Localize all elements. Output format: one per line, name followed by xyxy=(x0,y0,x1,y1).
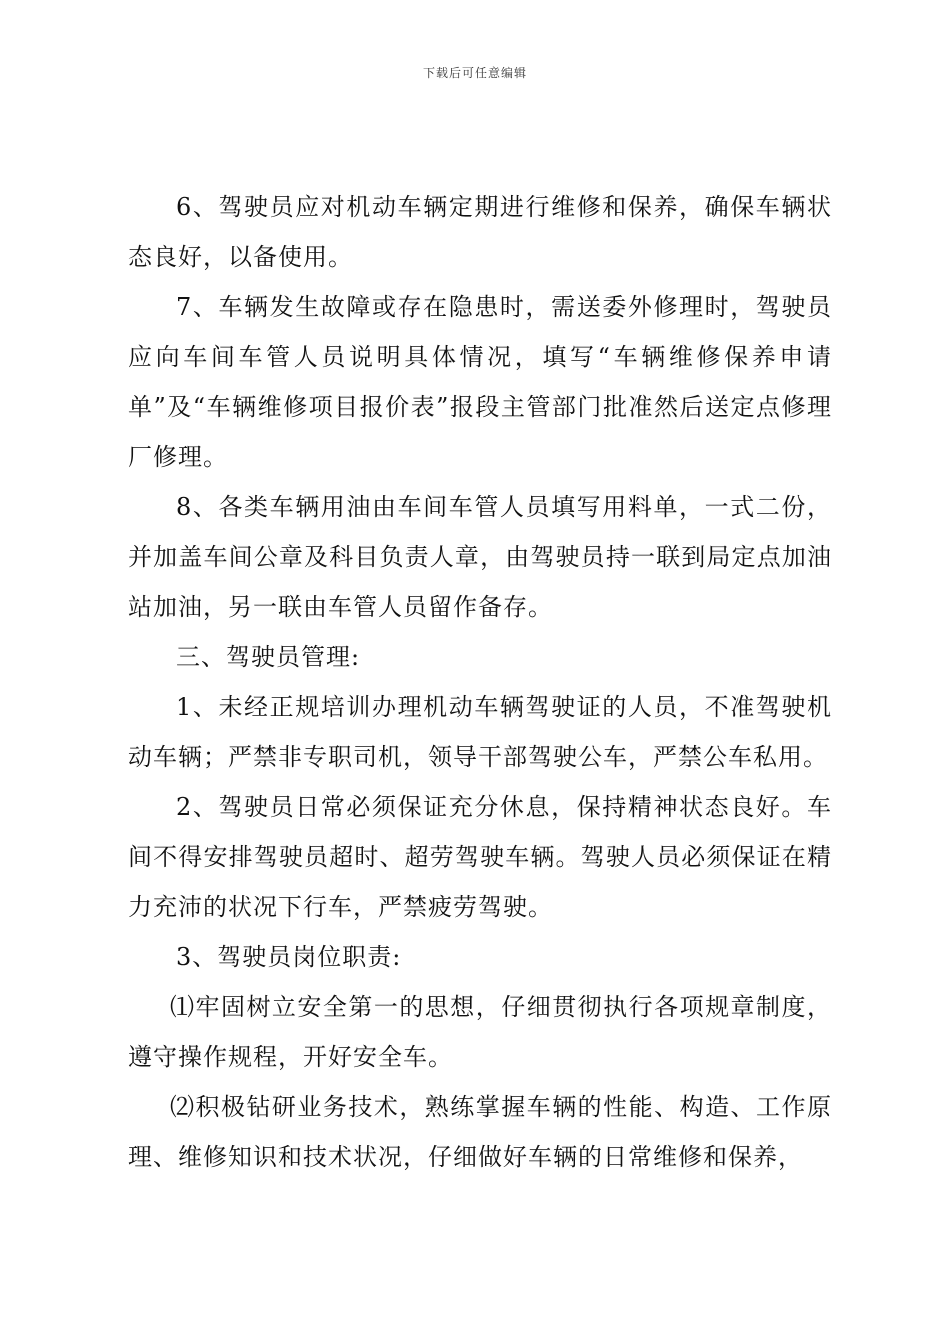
paragraph-item-8: 8、各类车辆用油由车间车管人员填写用料单，一式二份，并加盖车间公章及科目负责人章，由驾驶员持一联到局定点加油站加油，另一联由车管人员留作备存。 xyxy=(128,493,832,621)
section-heading-driver-management: 三、驾驶员管理: xyxy=(176,643,361,671)
paragraph-item-6: 6、驾驶员应对机动车辆定期进行维修和保养，确保车辆状态良好，以备使用。 xyxy=(128,193,832,271)
paragraph-driver-1: 1、未经正规培训办理机动车辆驾驶证的人员，不准驾驶机动车辆；严禁非专职司机，领导干部驾驶公车，严禁公车私用。 xyxy=(128,693,832,771)
paragraph-driver-2: 2、驾驶员日常必须保证充分休息，保持精神状态良好。车间不得安排驾驶员超时、超劳驾驶车辆。驾驶人员必须保证在精力充沛的状况下行车，严禁疲劳驾驶。 xyxy=(128,793,832,921)
paragraph-duty-2: ⑵积极钻研业务技术，熟练掌握车辆的性能、构造、工作原理、维修知识和技术状况，仔细做好车辆的日常维修和保养， xyxy=(128,1093,832,1171)
subheading-driver-duties: 3、驾驶员岗位职责: xyxy=(176,943,402,971)
paragraph-item-7: 7、车辆发生故障或存在隐患时，需送委外修理时，驾驶员应向车间车管人员说明具体情况，填写“车辆维修保养申请单”及“车辆维修项目报价表”报段主管部门批准然后送定点修理厂修理。 xyxy=(128,293,832,471)
page-header-note: 下载后可任意编辑 xyxy=(422,66,527,80)
document-body xyxy=(128,182,832,1182)
paragraph-duty-1: ⑴牢固树立安全第一的思想，仔细贯彻执行各项规章制度，遵守操作规程，开好安全车。 xyxy=(128,993,832,1071)
